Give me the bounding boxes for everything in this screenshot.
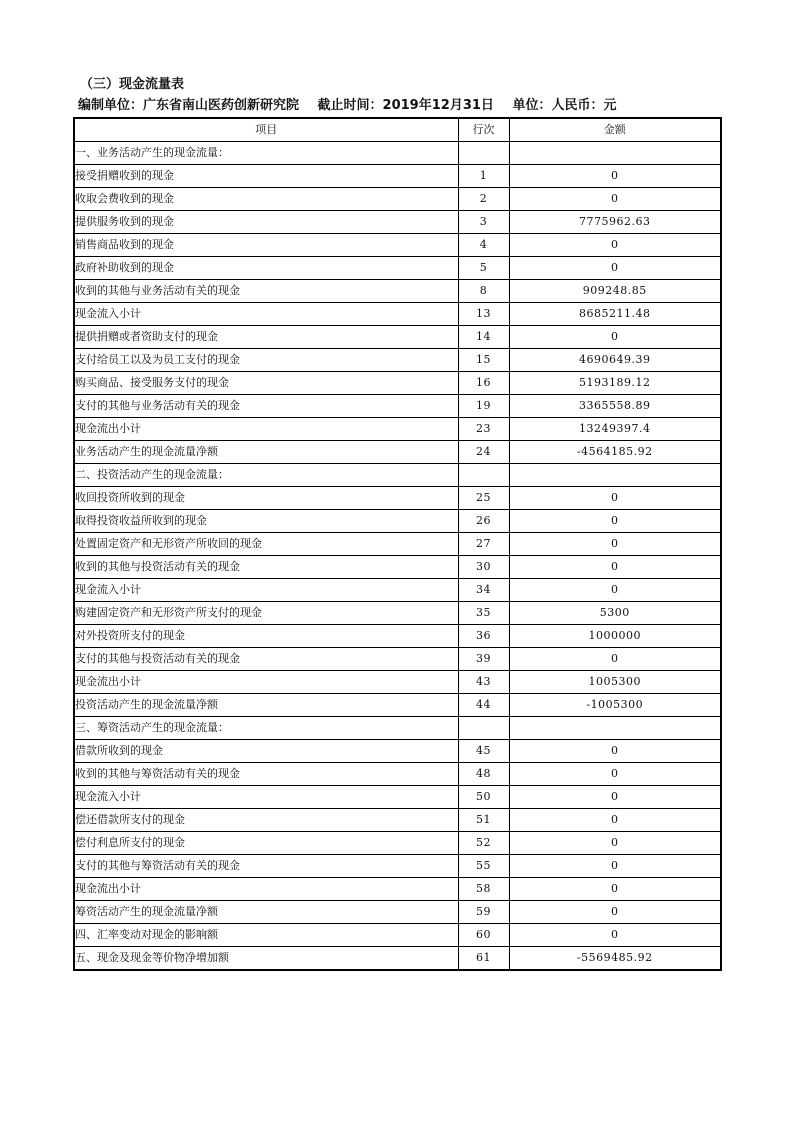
row-amount: 0 [509, 648, 721, 671]
row-amount: -5569485.92 [509, 947, 721, 971]
row-amount: 0 [509, 556, 721, 579]
row-line-number: 52 [458, 832, 509, 855]
row-item-label: 投资活动产生的现金流量净额 [74, 694, 458, 717]
row-line-number: 39 [458, 648, 509, 671]
row-line-number: 26 [458, 510, 509, 533]
row-amount: 1000000 [509, 625, 721, 648]
row-amount: -1005300 [509, 694, 721, 717]
period-end-date: 截止时间：2019年12月31日 [317, 98, 494, 113]
row-item-label: 三、筹资活动产生的现金流量： [74, 717, 458, 740]
row-line-number: 58 [458, 878, 509, 901]
row-amount [509, 464, 721, 487]
row-item-label: 现金流出小计 [74, 671, 458, 694]
table-row [74, 924, 721, 947]
row-line-number: 48 [458, 763, 509, 786]
table-row [74, 694, 721, 717]
table-row [74, 510, 721, 533]
table-row [74, 142, 721, 165]
row-item-label: 支付的其他与筹资活动有关的现金 [74, 855, 458, 878]
table-row [74, 372, 721, 395]
header-amount: 金额 [509, 118, 721, 142]
row-line-number: 13 [458, 303, 509, 326]
row-item-label: 现金流出小计 [74, 418, 458, 441]
row-amount: 0 [509, 234, 721, 257]
row-line-number [458, 464, 509, 487]
row-item-label: 支付给员工以及为员工支付的现金 [74, 349, 458, 372]
row-item-label: 取得投资收益所收到的现金 [74, 510, 458, 533]
statement-title: （三）现金流量表 [80, 77, 185, 92]
row-amount: 0 [509, 763, 721, 786]
row-item-label: 提供服务收到的现金 [74, 211, 458, 234]
row-amount: 0 [509, 165, 721, 188]
row-amount: 0 [509, 924, 721, 947]
table-row [74, 556, 721, 579]
row-line-number: 3 [458, 211, 509, 234]
table-row [74, 487, 721, 510]
row-line-number: 2 [458, 188, 509, 211]
header-line-no: 行次 [458, 118, 509, 142]
row-amount: 0 [509, 809, 721, 832]
row-amount: 0 [509, 533, 721, 556]
table-row [74, 441, 721, 464]
table-row [74, 349, 721, 372]
row-item-label: 政府补助收到的现金 [74, 257, 458, 280]
row-item-label: 支付的其他与业务活动有关的现金 [74, 395, 458, 418]
table-row [74, 671, 721, 694]
row-line-number: 27 [458, 533, 509, 556]
table-row [74, 832, 721, 855]
row-item-label: 处置固定资产和无形资产所收回的现金 [74, 533, 458, 556]
row-amount: 13249397.4 [509, 418, 721, 441]
table-row [74, 648, 721, 671]
table-row [74, 901, 721, 924]
table-row [74, 257, 721, 280]
currency-unit: 单位：人民币：元 [512, 98, 617, 113]
row-item-label: 收回投资所收到的现金 [74, 487, 458, 510]
row-amount: 0 [509, 188, 721, 211]
row-line-number: 35 [458, 602, 509, 625]
row-line-number: 30 [458, 556, 509, 579]
row-item-label: 收到的其他与业务活动有关的现金 [74, 280, 458, 303]
table-row [74, 188, 721, 211]
row-item-label: 收到的其他与筹资活动有关的现金 [74, 763, 458, 786]
row-amount [509, 142, 721, 165]
row-line-number: 34 [458, 579, 509, 602]
row-amount: -4564185.92 [509, 441, 721, 464]
row-item-label: 接受捐赠收到的现金 [74, 165, 458, 188]
row-amount: 0 [509, 487, 721, 510]
row-item-label: 筹资活动产生的现金流量净额 [74, 901, 458, 924]
cash-flow-table [73, 117, 722, 971]
table-row [74, 579, 721, 602]
row-amount: 0 [509, 855, 721, 878]
row-line-number: 61 [458, 947, 509, 971]
row-item-label: 业务活动产生的现金流量净额 [74, 441, 458, 464]
row-amount: 0 [509, 832, 721, 855]
row-item-label: 四、汇率变动对现金的影响额 [74, 924, 458, 947]
table-row [74, 855, 721, 878]
row-item-label: 购买商品、接受服务支付的现金 [74, 372, 458, 395]
table-row [74, 464, 721, 487]
table-row [74, 740, 721, 763]
row-item-label: 一、业务活动产生的现金流量： [74, 142, 458, 165]
table-row [74, 165, 721, 188]
row-item-label: 现金流入小计 [74, 579, 458, 602]
row-amount: 7775962.63 [509, 211, 721, 234]
row-line-number: 43 [458, 671, 509, 694]
row-item-label: 收到的其他与投资活动有关的现金 [74, 556, 458, 579]
row-line-number: 24 [458, 441, 509, 464]
row-item-label: 偿还借款所支付的现金 [74, 809, 458, 832]
table-row [74, 717, 721, 740]
row-line-number: 19 [458, 395, 509, 418]
table-row [74, 234, 721, 257]
row-line-number: 59 [458, 901, 509, 924]
table-row [74, 211, 721, 234]
row-line-number: 8 [458, 280, 509, 303]
row-amount: 0 [509, 786, 721, 809]
table-header-row [74, 118, 721, 142]
table-row [74, 418, 721, 441]
table-body [74, 142, 721, 971]
row-amount: 0 [509, 740, 721, 763]
row-amount: 0 [509, 878, 721, 901]
row-amount: 5300 [509, 602, 721, 625]
row-line-number: 1 [458, 165, 509, 188]
row-line-number: 23 [458, 418, 509, 441]
row-amount: 0 [509, 510, 721, 533]
row-item-label: 现金流入小计 [74, 303, 458, 326]
row-amount: 909248.85 [509, 280, 721, 303]
row-line-number: 14 [458, 326, 509, 349]
row-amount: 0 [509, 326, 721, 349]
row-line-number: 25 [458, 487, 509, 510]
table-row [74, 395, 721, 418]
row-item-label: 偿付利息所支付的现金 [74, 832, 458, 855]
table-row [74, 533, 721, 556]
table-row [74, 878, 721, 901]
row-line-number [458, 717, 509, 740]
row-line-number: 44 [458, 694, 509, 717]
table-row [74, 625, 721, 648]
row-line-number: 4 [458, 234, 509, 257]
statement-meta [78, 94, 630, 113]
row-amount: 0 [509, 579, 721, 602]
row-amount: 5193189.12 [509, 372, 721, 395]
row-line-number: 16 [458, 372, 509, 395]
row-item-label: 销售商品收到的现金 [74, 234, 458, 257]
row-item-label: 二、投资活动产生的现金流量： [74, 464, 458, 487]
table-row [74, 786, 721, 809]
row-item-label: 提供捐赠或者资助支付的现金 [74, 326, 458, 349]
row-amount: 8685211.48 [509, 303, 721, 326]
row-item-label: 现金流出小计 [74, 878, 458, 901]
row-line-number: 36 [458, 625, 509, 648]
row-line-number: 60 [458, 924, 509, 947]
row-amount: 0 [509, 257, 721, 280]
row-line-number [458, 142, 509, 165]
row-line-number: 15 [458, 349, 509, 372]
row-line-number: 55 [458, 855, 509, 878]
row-item-label: 支付的其他与投资活动有关的现金 [74, 648, 458, 671]
row-line-number: 50 [458, 786, 509, 809]
table-row [74, 326, 721, 349]
row-item-label: 对外投资所支付的现金 [74, 625, 458, 648]
row-item-label: 购建固定资产和无形资产所支付的现金 [74, 602, 458, 625]
table-row [74, 947, 721, 971]
row-amount [509, 717, 721, 740]
reporting-entity: 编制单位：广东省南山医药创新研究院 [78, 98, 300, 113]
table-row [74, 602, 721, 625]
row-line-number: 45 [458, 740, 509, 763]
row-amount: 1005300 [509, 671, 721, 694]
table-row [74, 280, 721, 303]
table-row [74, 763, 721, 786]
row-amount: 3365558.89 [509, 395, 721, 418]
table-row [74, 809, 721, 832]
row-item-label: 五、现金及现金等价物净增加额 [74, 947, 458, 971]
table-row [74, 303, 721, 326]
row-item-label: 借款所收到的现金 [74, 740, 458, 763]
row-amount: 0 [509, 901, 721, 924]
row-item-label: 收取会费收到的现金 [74, 188, 458, 211]
row-amount: 4690649.39 [509, 349, 721, 372]
row-item-label: 现金流入小计 [74, 786, 458, 809]
row-line-number: 51 [458, 809, 509, 832]
header-item: 项目 [74, 118, 458, 142]
row-line-number: 5 [458, 257, 509, 280]
